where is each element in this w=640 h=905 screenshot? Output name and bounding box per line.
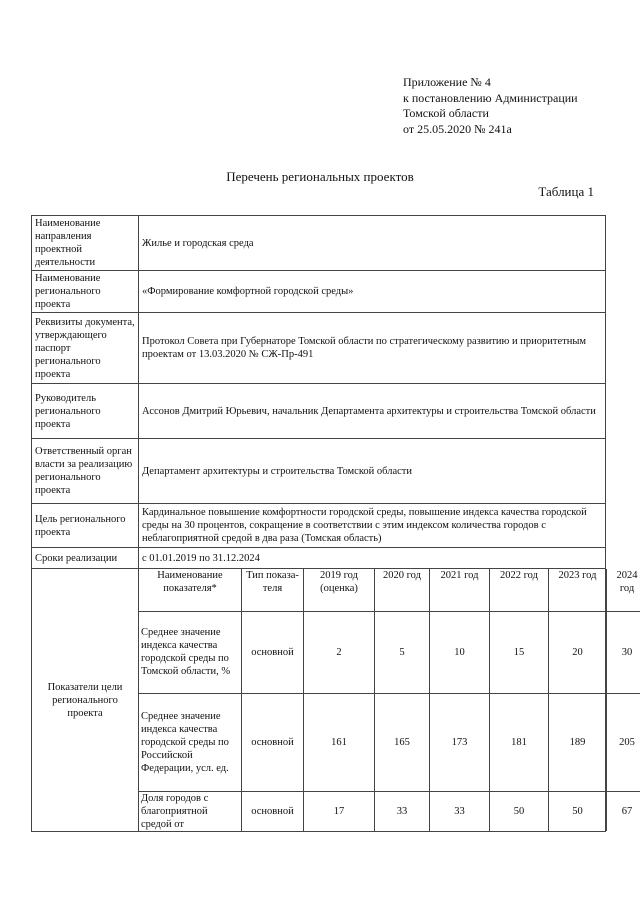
table-row	[32, 548, 606, 569]
row-value: Департамент архитектуры и строительства Томской области	[139, 439, 606, 504]
indicator-value: 189	[549, 693, 607, 791]
indicator-value: 181	[490, 693, 549, 791]
indicator-row	[139, 791, 640, 831]
indicator-value: 33	[430, 791, 490, 831]
table-row	[32, 439, 606, 504]
indicator-header: 2021 год	[430, 569, 490, 611]
projects-table	[31, 215, 638, 832]
table-row	[32, 271, 606, 313]
row-value: с 01.01.2019 по 31.12.2024	[139, 548, 606, 569]
indicator-value: 10	[430, 611, 490, 693]
indicator-type: основной	[242, 693, 304, 791]
row-label: Сроки реализации	[32, 548, 139, 569]
row-value: Жилье и городская среда	[139, 216, 606, 271]
table-row	[32, 216, 606, 271]
indicators-label: Показатели цели регионального проекта	[32, 569, 139, 832]
indicator-header: 2023 год	[549, 569, 607, 611]
row-label: Ответственный орган власти за реализацию регионального проекта	[32, 439, 139, 504]
row-value: Ассонов Дмитрий Юрьевич, начальник Департамента архитектуры и строительства Томской области	[139, 384, 606, 439]
indicator-row	[139, 693, 640, 791]
indicator-header: Наименование показателя*	[139, 569, 242, 611]
row-value: Протокол Совета при Губернаторе Томской области по стратегическому развитию и приоритетным проектам от 13.03.2020 № СЖ-Пр-491	[139, 313, 606, 384]
indicator-value: 165	[375, 693, 430, 791]
indicator-value: 50	[490, 791, 549, 831]
indicators-row	[32, 569, 606, 832]
indicator-value: 205	[607, 693, 640, 791]
indicator-value: 15	[490, 611, 549, 693]
row-label: Реквизиты документа, утверждающего паспорт регионального проекта	[32, 313, 139, 384]
row-label: Наименование направления проектной деятельности	[32, 216, 139, 271]
indicator-header: 2020 год	[375, 569, 430, 611]
indicator-name: Среднее значение индекса качества городской среды по Томской области, %	[139, 611, 242, 693]
indicator-type: основной	[242, 791, 304, 831]
row-value: Кардинальное повышение комфортности городской среды, повышение индекса качества городской среды на 30 процентов, сокращение в соответствии с этим индексом количества городов с неблагоприятной средой в два раза (Томская область)	[139, 504, 606, 548]
indicator-value: 161	[304, 693, 375, 791]
table-row	[32, 384, 606, 439]
row-label: Наименование регионального проекта	[32, 271, 139, 313]
indicator-value: 17	[304, 791, 375, 831]
indicator-value: 50	[549, 791, 607, 831]
indicator-value: 2	[304, 611, 375, 693]
indicator-value: 173	[430, 693, 490, 791]
appendix-header	[403, 75, 578, 137]
appendix-date: от 25.05.2020 № 241а	[403, 121, 512, 136]
table-number: Таблица 1	[538, 184, 594, 199]
indicator-header: 2024 год	[607, 569, 640, 611]
indicator-header: 2019 год (оценка)	[304, 569, 375, 611]
indicators-table	[139, 569, 640, 831]
document-title: Перечень региональных проектов	[226, 169, 414, 184]
indicator-type: основной	[242, 611, 304, 693]
row-label: Руководитель регионального проекта	[32, 384, 139, 439]
appendix-number: Приложение № 4	[403, 75, 491, 89]
appendix-line: к постановлению Администрации	[403, 90, 578, 105]
table-row	[32, 313, 606, 384]
indicator-name: Доля городов с благоприятной средой от	[139, 791, 242, 831]
indicator-value: 30	[607, 611, 640, 693]
indicator-row	[139, 611, 640, 693]
indicator-value: 67	[607, 791, 640, 831]
row-label: Цель регионального проекта	[32, 504, 139, 548]
table-row	[32, 504, 606, 548]
indicator-header: Тип показа-теля	[242, 569, 304, 611]
indicator-value: 5	[375, 611, 430, 693]
appendix-line: Томской области	[403, 106, 489, 120]
indicator-value: 20	[549, 611, 607, 693]
indicator-header: 2022 год	[490, 569, 549, 611]
row-value: «Формирование комфортной городской среды»	[139, 271, 606, 313]
indicator-value: 33	[375, 791, 430, 831]
indicator-name: Среднее значение индекса качества городской среды по Российской Федерации, усл. ед.	[139, 693, 242, 791]
